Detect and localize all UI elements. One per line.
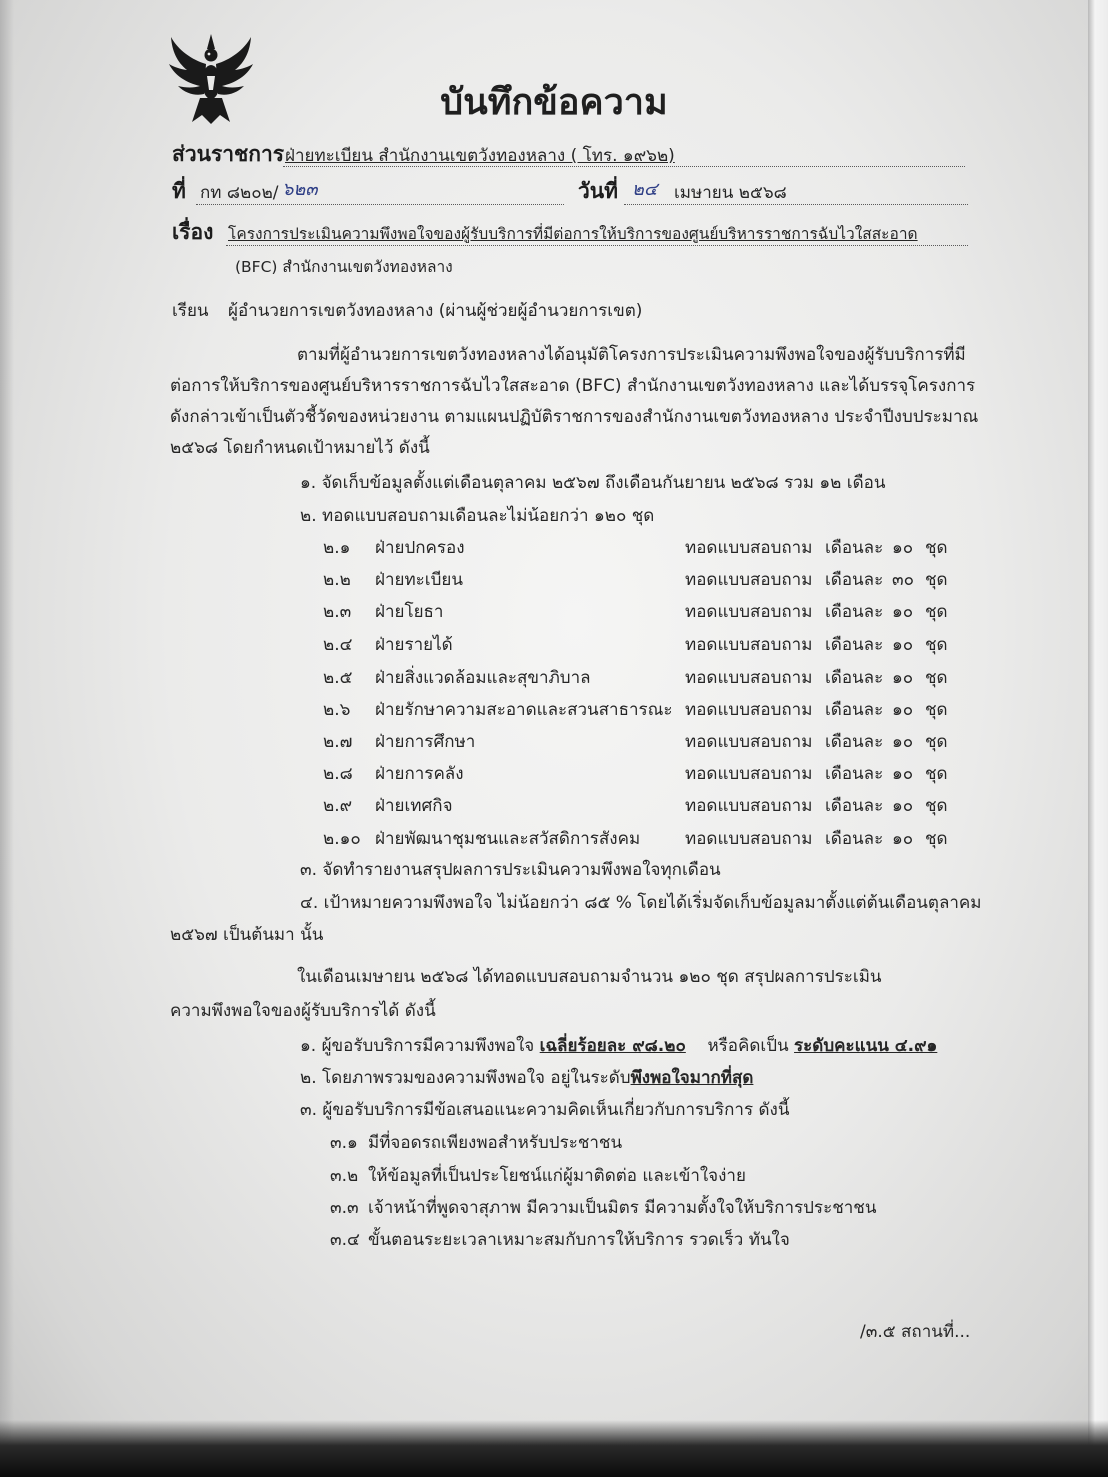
result-2-prefix: ๒. โดยภาพรวมของความพึงพอใจ อยู่ในระดับ (300, 1068, 631, 1088)
ref-dotted-line (196, 204, 564, 205)
dept-name: ฝ่ายเทศกิจ (375, 796, 453, 816)
dept-name: ฝ่ายปกครอง (375, 538, 465, 558)
subject-dotted-line (226, 245, 968, 246)
intro-line: ๒๕๖๘ โดยกำหนดเป้าหมายไว้ ดังนี้ (170, 438, 430, 458)
dept-count: ๑๐ (892, 829, 914, 849)
result-1-prefix: ๑. ผู้ขอรับบริการมีความพึงพอใจ (300, 1036, 535, 1056)
date-label: วันที่ (578, 179, 618, 203)
dept-name: ฝ่ายรายได้ (375, 635, 453, 655)
dept-count: ๑๐ (892, 796, 914, 816)
dept-survey-label: ทอดแบบสอบถาม (685, 538, 813, 558)
dept-no: ๒.๑๐ (323, 829, 361, 849)
suggestion-text: เจ้าหน้าที่พูดจาสุภาพ มีความเป็นมิตร มีความตั้งใจให้บริการประชาชน (368, 1198, 877, 1218)
dept-survey-label: ทอดแบบสอบถาม (685, 700, 813, 720)
dept-no: ๒.๑ (323, 538, 351, 558)
dept-per-month-label: เดือนละ (825, 570, 884, 590)
target-item-2: ๒. ทอดแบบสอบถามเดือนละไม่น้อยกว่า ๑๒๐ ชุด (300, 506, 655, 526)
to-value: ผู้อำนวยการเขตวังทองหลาง (ผ่านผู้ช่วยผู้อำนวยการเขต) (228, 301, 643, 321)
result-item-3: ๓. ผู้ขอรับบริการมีข้อเสนอแนะความคิดเห็นเกี่ยวกับการบริการ ดังนี้ (300, 1100, 790, 1120)
suggestion-no: ๓.๓ (330, 1198, 359, 1218)
dept-survey-label: ทอดแบบสอบถาม (685, 668, 813, 688)
date-month-year: เมษายน ๒๕๖๘ (674, 183, 787, 203)
dept-no: ๒.๕ (323, 668, 353, 688)
dept-survey-label: ทอดแบบสอบถาม (685, 829, 813, 849)
ref-handwritten: ๖๒๓ (282, 179, 318, 200)
dept-no: ๒.๘ (323, 764, 353, 784)
dept-count: ๓๐ (892, 570, 914, 590)
intro-line: ต่อการให้บริการของศูนย์บริหารราชการฉับไวใสสะอาด (BFC) สำนักงานเขตวังทองหลาง และได้บรรจุโครงการ (170, 376, 976, 396)
result-1-middle: หรือคิดเป็น (707, 1036, 789, 1056)
date-dotted-line (624, 204, 968, 205)
dept-name: ฝ่ายทะเบียน (375, 570, 463, 590)
dept-unit-label: ชุด (925, 570, 948, 590)
dept-count: ๑๐ (892, 602, 914, 622)
dept-no: ๒.๙ (323, 796, 353, 816)
dept-survey-label: ทอดแบบสอบถาม (685, 796, 813, 816)
subject-label: เรื่อง (172, 220, 214, 244)
ref-label: ที่ (172, 179, 186, 203)
dept-survey-label: ทอดแบบสอบถาม (685, 764, 813, 784)
intro-line: ดังกล่าวเข้าเป็นตัวชี้วัดของหน่วยงาน ตามแผนปฏิบัติราชการของสำนักงานเขตวังทองหลาง ประจำปีงบประมาณ (170, 407, 979, 427)
dept-survey-label: ทอดแบบสอบถาม (685, 570, 813, 590)
dept-per-month-label: เดือนละ (825, 764, 884, 784)
to-label: เรียน (172, 301, 209, 321)
dept-no: ๒.๓ (323, 602, 352, 622)
dept-count: ๑๐ (892, 635, 914, 655)
dept-survey-label: ทอดแบบสอบถาม (685, 602, 813, 622)
dept-per-month-label: เดือนละ (825, 635, 884, 655)
subject-line-1: โครงการประเมินความพึงพอใจของผู้รับบริการที่มีต่อการให้บริการของศูนย์บริหารราชการฉับไวใสสะอาด (228, 225, 918, 243)
dept-unit-label: ชุด (925, 796, 948, 816)
ref-value: กท ๘๒๐๒/ (200, 183, 279, 203)
subject-line-2: (BFC) สำนักงานเขตวังทองหลาง (235, 258, 453, 276)
dept-per-month-label: เดือนละ (825, 732, 884, 752)
dept-no: ๒.๗ (323, 732, 353, 752)
target-item-4: ๔. เป้าหมายความพึงพอใจ ไม่น้อยกว่า ๘๕ % โดยได้เริ่มจัดเก็บข้อมูลมาตั้งแต่ต้นเดือนตุลาคม (300, 893, 982, 913)
date-day-handwritten: ๒๔ (632, 179, 658, 200)
monitor-right-edge (1088, 0, 1108, 1477)
result-1-average: เฉลี่ยร้อยละ ๙๘.๒๐ (539, 1036, 686, 1056)
suggestion-no: ๓.๑ (330, 1133, 358, 1153)
suggestion-no: ๓.๔ (330, 1230, 360, 1250)
results-intro-line: ความพึงพอใจของผู้รับบริการได้ ดังนี้ (170, 1001, 436, 1021)
dept-survey-label: ทอดแบบสอบถาม (685, 635, 813, 655)
dept-per-month-label: เดือนละ (825, 829, 884, 849)
page-continuation: /๓.๕ สถานที่... (860, 1322, 971, 1342)
memo-title: บันทึกข้อความ (440, 82, 668, 123)
target-item-4-continued: ๒๕๖๗ เป็นต้นมา นั้น (170, 925, 324, 945)
dept-per-month-label: เดือนละ (825, 700, 884, 720)
dept-survey-label: ทอดแบบสอบถาม (685, 732, 813, 752)
dept-count: ๑๐ (892, 668, 914, 688)
suggestion-text: ขั้นตอนระยะเวลาเหมาะสมกับการให้บริการ รวดเร็ว ทันใจ (368, 1230, 790, 1250)
agency-dotted-line (283, 166, 965, 167)
dept-per-month-label: เดือนละ (825, 602, 884, 622)
dept-count: ๑๐ (892, 700, 914, 720)
dept-unit-label: ชุด (925, 538, 948, 558)
suggestion-text: ให้ข้อมูลที่เป็นประโยชน์แก่ผู้มาติดต่อ และเข้าใจง่าย (368, 1166, 746, 1186)
result-1-score: ระดับคะแนน ๔.๙๑ (794, 1036, 938, 1056)
result-item-1 (300, 1034, 937, 1058)
results-intro-line: ในเดือนเมษายน ๒๕๖๘ ได้ทอดแบบสอบถามจำนวน ๑๒๐ ชุด สรุปผลการประเมิน (297, 967, 882, 987)
intro-line: ตามที่ผู้อำนวยการเขตวังทองหลางได้อนุมัติโครงการประเมินความพึงพอใจของผู้รับบริการที่มี (297, 345, 966, 365)
dept-count: ๑๐ (892, 732, 914, 752)
suggestion-text: มีที่จอดรถเพียงพอสำหรับประชาชน (368, 1133, 623, 1153)
agency-label: ส่วนราชการ (172, 142, 285, 166)
dept-count: ๑๐ (892, 538, 914, 558)
dept-name: ฝ่ายพัฒนาชุมชนและสวัสดิการสังคม (375, 829, 641, 849)
result-2-level: พึงพอใจมากที่สุด (630, 1068, 754, 1088)
dept-unit-label: ชุด (925, 602, 948, 622)
dept-name: ฝ่ายสิ่งแวดล้อมและสุขาภิบาล (375, 668, 591, 688)
suggestion-no: ๓.๒ (330, 1166, 359, 1186)
dept-unit-label: ชุด (925, 700, 948, 720)
dept-no: ๒.๔ (323, 635, 353, 655)
dept-name: ฝ่ายรักษาความสะอาดและสวนสาธารณะ (375, 700, 673, 720)
dept-unit-label: ชุด (925, 668, 948, 688)
dept-count: ๑๐ (892, 764, 914, 784)
target-item-1: ๑. จัดเก็บข้อมูลตั้งแต่เดือนตุลาคม ๒๕๖๗ ถึงเดือนกันยายน ๒๕๖๘ รวม ๑๒ เดือน (300, 473, 886, 493)
dept-unit-label: ชุด (925, 732, 948, 752)
dept-unit-label: ชุด (925, 635, 948, 655)
dept-per-month-label: เดือนละ (825, 796, 884, 816)
dept-per-month-label: เดือนละ (825, 668, 884, 688)
target-item-3: ๓. จัดทำรายงานสรุปผลการประเมินความพึงพอใจทุกเดือน (300, 860, 721, 880)
dept-no: ๒.๒ (323, 570, 351, 590)
photo-left-shadow (0, 0, 14, 1477)
monitor-bottom-bezel (0, 1420, 1108, 1477)
dept-per-month-label: เดือนละ (825, 538, 884, 558)
dept-unit-label: ชุด (925, 829, 948, 849)
dept-name: ฝ่ายการคลัง (375, 764, 464, 784)
dept-name: ฝ่ายโยธา (375, 602, 444, 622)
dept-no: ๒.๖ (323, 700, 351, 720)
agency-value: ฝ่ายทะเบียน สำนักงานเขตวังทองหลาง ( โทร. ๑๙๖๒) (285, 146, 675, 166)
result-item-2 (300, 1066, 753, 1090)
dept-name: ฝ่ายการศึกษา (375, 732, 476, 752)
dept-unit-label: ชุด (925, 764, 948, 784)
